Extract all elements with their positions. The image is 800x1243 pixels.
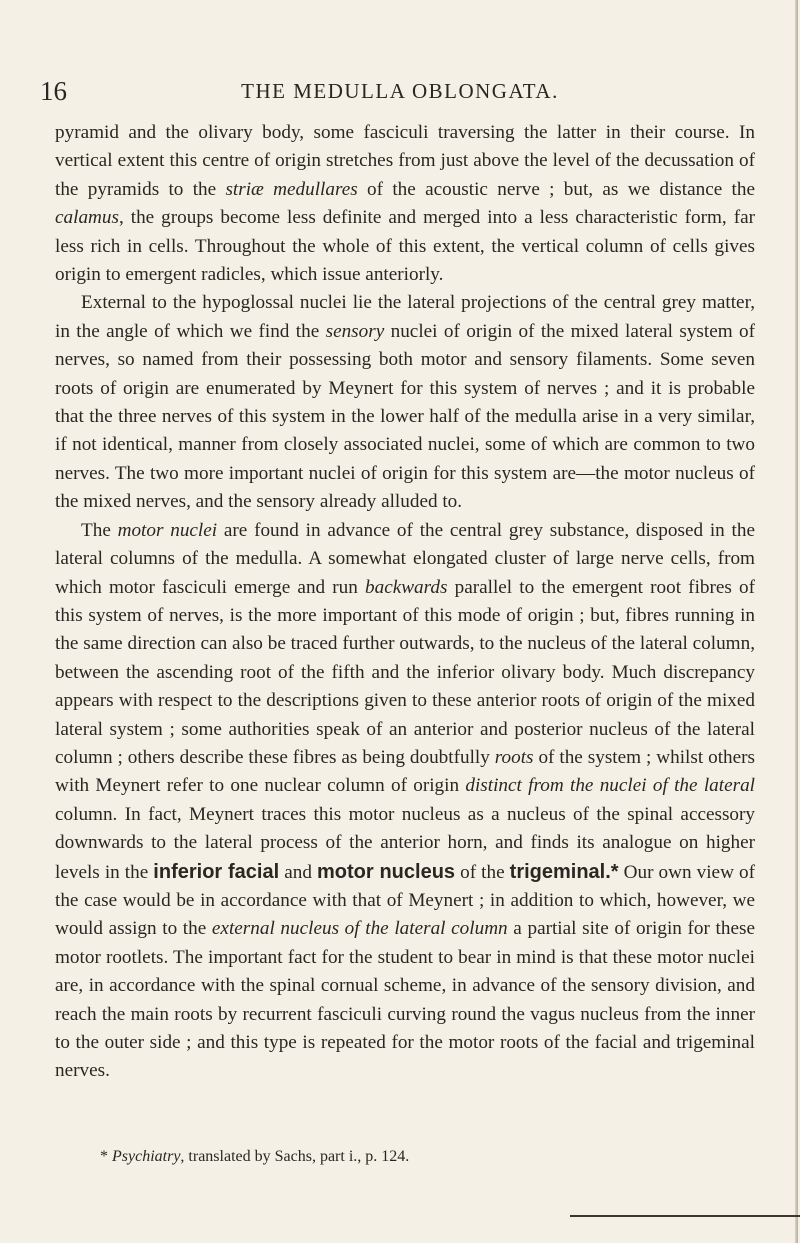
italic-text: external nucleus of the lateral column <box>211 918 508 940</box>
text-run: pyramid and the olivary body, some fasciculi traversing the latter in their course. In vertical extent this centre of origin stretches from just above the level of the decussation of the pyramids to the <box>55 122 755 200</box>
footnote-marker: * <box>100 1148 112 1165</box>
paragraph <box>55 517 755 1086</box>
emphasized-text: inferior facial <box>153 860 280 883</box>
italic-text: roots <box>494 746 534 768</box>
italic-text: striæ medullares <box>225 178 358 200</box>
text-run: of the <box>455 861 510 883</box>
text-run: nuclei of origin of the mixed lateral system of nerves, so named from their possessing both motor and sensory filaments. Some seven roots of origin are enumerated by Meynert for this system of nerves ; and it is probable that the three nerves of this system in the lower half of the medulla arise in a very similar, if not identical, manner from closely associated nuclei, some of which are common to two nerves. The two more important nuclei of origin for this system are—the motor nucleus of the mixed nerves, and the sensory already alluded to. <box>55 320 756 513</box>
text-run: The <box>81 519 118 541</box>
text-run: parallel to the emergent root fibres of this system of nerves, is the more important of this mode of origin ; but, fibres running in the same direction can also be traced further outwards, to the nucleus of the lateral column, between the ascending root of the fifth and the inferior olivary body. Much discrepancy appears with respect to the descriptions given to these anterior roots of origin of the mixed lateral system ; some authorities speak of an anterior and posterior nucleus of the lateral column ; others describe these fibres as being doubtfully <box>55 576 756 768</box>
text-run: , the groups become less definite and merged into a less characteristic form, far less rich in cells. Throughout the whole of this extent, the vertical column of cells gives origin to emergent radicles, which issue anteriorly. <box>55 207 755 286</box>
text-run: are found in advance of the central grey substance, disposed in the lateral columns of the medulla. A somewhat elongated cluster of large nerve cells, from which motor fasciculi emerge and run <box>55 519 755 598</box>
italic-text: backwards <box>365 576 448 598</box>
page-edge-shadow <box>795 0 798 1243</box>
paragraph <box>55 119 755 289</box>
italic-text: motor nuclei <box>117 519 218 541</box>
running-head <box>40 76 760 110</box>
text-run: a partial site of origin for these motor rootlets. The important fact for the student to bear in mind is that these motor nuclei are, in accordance with the spinal cornual scheme, in advance of the sensory division, and reach the main roots by recurrent fasciculi curving round the vagus nucleus from the inner to the outer side ; and this type is repeated for the motor roots of the facial and trigeminal nerves. <box>55 918 755 1082</box>
italic-text: sensory <box>325 320 385 342</box>
footnote-citation: , translated by Sachs, part i., p. 124. <box>180 1148 410 1165</box>
text-run: Our own view of the case would be in accordance with that of Meynert ; in addition to which, however, we would assign to the <box>55 861 755 940</box>
text-run: column. In fact, Meynert traces this motor nucleus as a nucleus of the spinal accessory downwards to the lateral process of the anterior horn, and finds its analogue on higher levels in the <box>55 803 755 883</box>
text-run: of the acoustic nerve ; but, as we distance the <box>357 178 755 200</box>
page-bottom-rule <box>570 1215 800 1217</box>
text-run: and <box>279 861 317 883</box>
page-number: 16 <box>40 76 67 106</box>
running-title: THE MEDULLA OBLONGATA. <box>241 79 559 103</box>
footnote-work-title: Psychiatry <box>112 1148 181 1165</box>
paragraph <box>55 289 755 516</box>
text-run: External to the hypoglossal nuclei lie the lateral projections of the central grey matter, in the angle of which we find the <box>55 292 755 342</box>
emphasized-text: motor nucleus <box>316 860 456 883</box>
emphasized-text: trigeminal.* <box>509 860 619 883</box>
italic-text: calamus <box>55 207 119 229</box>
text-run: of the system ; whilst others with Meynert refer to one nuclear column of origin <box>55 746 755 797</box>
footnote <box>100 1147 409 1167</box>
body-text <box>55 119 755 1086</box>
italic-text: distinct from the nuclei of the lateral <box>465 775 755 797</box>
